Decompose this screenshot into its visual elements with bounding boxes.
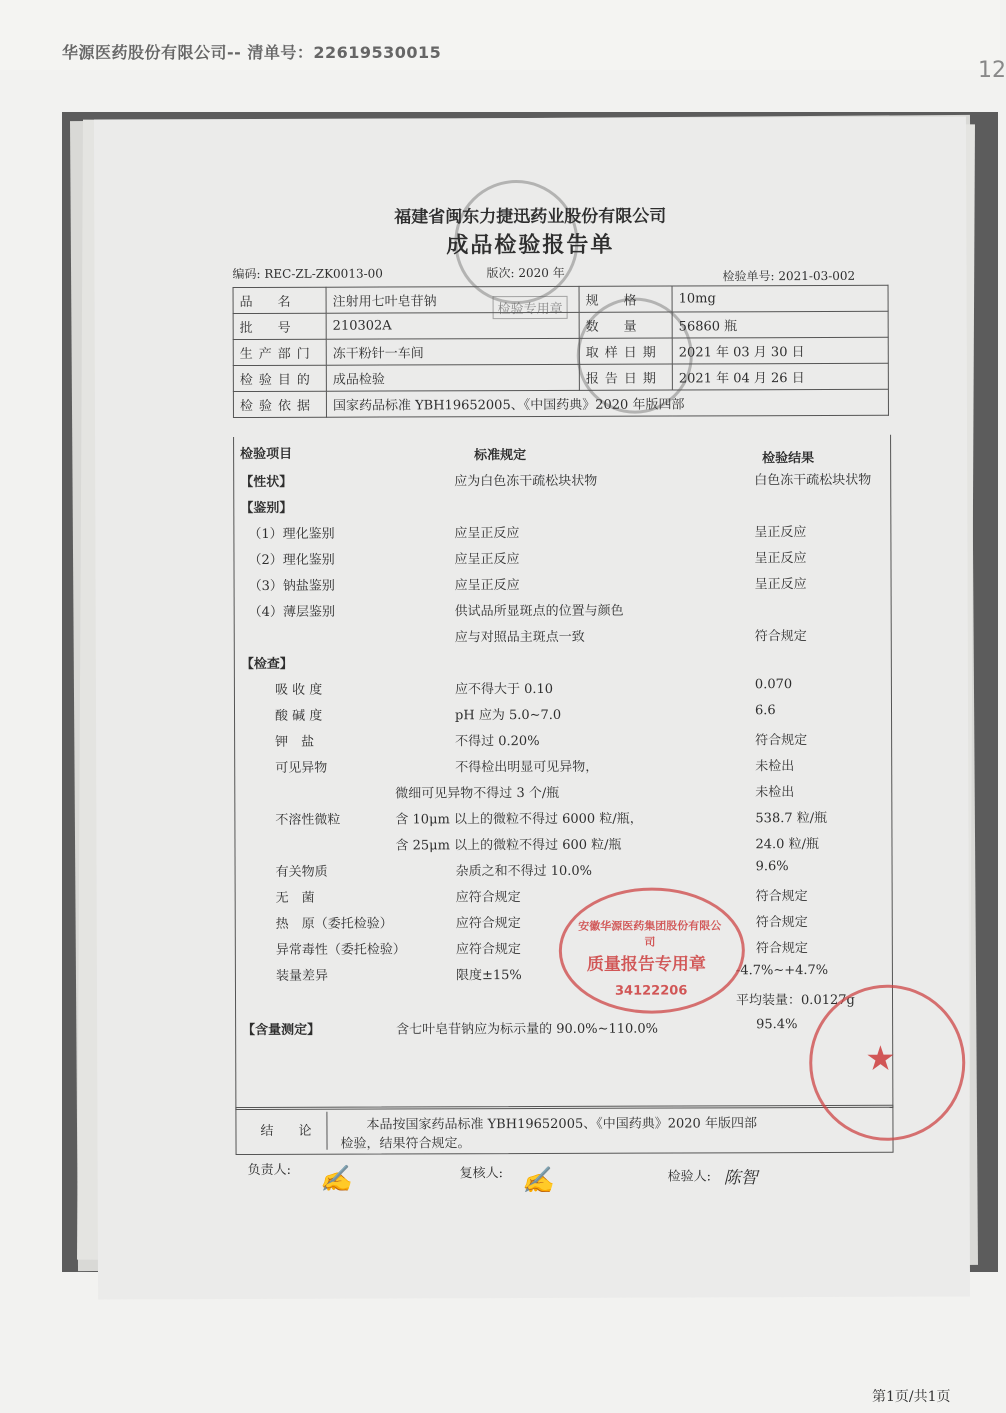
header-row bbox=[233, 389, 888, 417]
row-standard: 应不得大于 0.10 bbox=[454, 681, 554, 698]
top-header-bar bbox=[0, 0, 1006, 83]
seal-star-icon: ★ bbox=[865, 1038, 896, 1079]
row-result: 538.7 粒/瓶 bbox=[755, 810, 828, 827]
row-item: （3）钠盐鉴别 bbox=[248, 578, 335, 594]
field-label: 规 格 bbox=[579, 286, 672, 312]
row-result: 平均装量：0.0127g bbox=[735, 992, 855, 1009]
row-standard: 杂质之和不得过 10.0% bbox=[455, 863, 593, 880]
row-item: （2）理化鉴别 bbox=[248, 552, 335, 568]
row-standard: 应符合规定 bbox=[455, 942, 521, 958]
field-label: 取样日期 bbox=[579, 338, 672, 364]
field-value: 2021 年 03 月 30 日 bbox=[672, 337, 888, 364]
row-result: 符合规定 bbox=[755, 915, 808, 931]
row-standard: 限度±15% bbox=[455, 968, 522, 984]
field-label: 检验目的 bbox=[233, 365, 326, 391]
row-standard: 应呈正反应 bbox=[454, 526, 520, 542]
row-item: 可见异物 bbox=[275, 760, 328, 776]
row-standard: 不得检出明显可见异物， bbox=[455, 759, 599, 776]
conclusion-text-2: 检验，结果符合规定。 bbox=[340, 1136, 471, 1152]
column-header-item: 检验项目 bbox=[240, 446, 293, 463]
report-company-name: 福建省闽东力捷迅药业股份有限公司 bbox=[394, 206, 667, 228]
row-standard: 供试品所显斑点的位置与颜色 bbox=[454, 603, 624, 620]
responsible-label: 负责人: bbox=[247, 1162, 292, 1178]
row-result: 0.070 bbox=[754, 677, 793, 693]
row-result: 95.4% bbox=[756, 1017, 798, 1033]
column-header-result: 检验结果 bbox=[762, 451, 815, 467]
report-code: 编码: REC-ZL-ZK0013-00 bbox=[232, 266, 383, 282]
row-result: 9.6% bbox=[755, 859, 789, 875]
row-result: 符合规定 bbox=[755, 889, 808, 905]
row-standard: 应符合规定 bbox=[455, 890, 521, 906]
corner-page-mark: 12 bbox=[978, 58, 1006, 83]
divider bbox=[326, 1112, 327, 1150]
quality-seal-ring-text: 安徽华源医药集团股份有限公司 bbox=[578, 919, 722, 949]
row-result: 未检出 bbox=[755, 759, 795, 775]
conclusion-label: 结 论 bbox=[260, 1123, 318, 1139]
field-value: 56860 瓶 bbox=[672, 311, 888, 338]
report-title: 成品检验报告单 bbox=[446, 232, 615, 259]
row-item: 【含量测定】 bbox=[242, 1022, 321, 1039]
row-item: 热 原（委托检验） bbox=[275, 916, 393, 932]
document-header-line: 华源医药股份有限公司-- 清单号：22619530015 bbox=[62, 43, 442, 62]
row-result: 符合规定 bbox=[755, 733, 808, 749]
header-row bbox=[233, 337, 888, 365]
row-item: 吸 收 度 bbox=[274, 682, 323, 698]
row-standard: 含 10μm 以上的微粒不得过 6000 粒/瓶， bbox=[395, 811, 643, 828]
row-item: （1）理化鉴别 bbox=[248, 526, 335, 542]
field-value: 注射用七叶皂苷钠 bbox=[326, 286, 579, 313]
field-value: 冻干粉针一车间 bbox=[326, 338, 579, 365]
row-item: 钾 盐 bbox=[275, 734, 315, 750]
page-indicator: 第1页/共1页 bbox=[872, 1389, 951, 1405]
column-header-standard: 标准规定 bbox=[474, 448, 527, 464]
row-item: 异常毒性（委托检验） bbox=[275, 942, 406, 958]
row-result: -4.7%~+4.7% bbox=[735, 962, 829, 979]
row-result: 白色冻干疏松块状物 bbox=[754, 472, 872, 489]
row-item: 有关物质 bbox=[275, 864, 328, 880]
results-table bbox=[233, 435, 893, 1110]
conclusion-box bbox=[235, 1105, 893, 1155]
conclusion-text-1: 本品按国家药品标准 YBH19652005、《中国药典》2020 年版四部 bbox=[366, 1116, 757, 1133]
row-standard: 不得过 0.20% bbox=[455, 733, 540, 750]
field-label: 数 量 bbox=[579, 312, 672, 338]
field-value: 成品检验 bbox=[326, 364, 579, 391]
field-label: 批 号 bbox=[233, 313, 326, 339]
quality-seal-number: 34122206 bbox=[614, 983, 688, 999]
field-label: 检验依据 bbox=[233, 391, 326, 417]
row-standard: 应为白色冻干疏松块状物 bbox=[454, 473, 598, 490]
field-label: 报告日期 bbox=[579, 364, 672, 390]
row-standard: 应与对照品主斑点一致 bbox=[454, 629, 585, 646]
row-item: （4）薄层鉴别 bbox=[248, 604, 335, 620]
row-result: 24.0 粒/瓶 bbox=[755, 836, 819, 853]
responsible-signature: ✍ bbox=[319, 1164, 353, 1195]
row-standard: pH 应为 5.0~7.0 bbox=[455, 707, 562, 724]
field-value: 2021 年 04 月 26 日 bbox=[672, 363, 888, 390]
field-value: 10mg bbox=[672, 285, 888, 312]
row-result: 呈正反应 bbox=[754, 577, 807, 593]
reviewer-label: 复核人: bbox=[459, 1166, 504, 1182]
row-result: 符合规定 bbox=[755, 941, 808, 957]
field-value: 210302A bbox=[326, 312, 579, 339]
row-standard: 含七叶皂苷钠应为标示量的 90.0%~110.0% bbox=[396, 1021, 659, 1038]
field-label: 品 名 bbox=[233, 287, 326, 313]
inspector-signature: 陈智 bbox=[723, 1168, 758, 1189]
row-item: 【检查】 bbox=[240, 656, 293, 673]
row-result: 符合规定 bbox=[754, 629, 807, 645]
reviewer-signature: ✍ bbox=[521, 1165, 555, 1197]
row-item: 不溶性微粒 bbox=[275, 812, 341, 828]
report-version: 版次: 2020 年 bbox=[486, 265, 565, 281]
row-item: 【性状】 bbox=[240, 474, 293, 491]
row-result: 未检出 bbox=[755, 785, 795, 801]
field-value: 国家药品标准 YBH19652005、《中国药典》2020 年版四部 bbox=[326, 389, 888, 417]
field-label: 生产部门 bbox=[233, 339, 326, 365]
row-result: 呈正反应 bbox=[754, 551, 807, 567]
row-result: 呈正反应 bbox=[754, 525, 807, 541]
row-standard: 应呈正反应 bbox=[454, 578, 520, 594]
row-item: 酸 碱 度 bbox=[275, 708, 323, 724]
row-result: 6.6 bbox=[754, 703, 776, 719]
report-number: 检验单号: 2021-03-002 bbox=[722, 268, 856, 284]
row-item: 【鉴别】 bbox=[240, 500, 293, 517]
row-standard: 应符合规定 bbox=[455, 916, 521, 932]
row-item: 装量差异 bbox=[275, 968, 328, 984]
row-standard: 微细可见异物不得过 3 个/瓶 bbox=[395, 785, 560, 802]
quality-seal-center-text: 质量报告专用章 bbox=[586, 954, 706, 975]
row-standard: 应呈正反应 bbox=[454, 552, 520, 568]
header-row bbox=[233, 363, 888, 391]
row-item: 无 菌 bbox=[275, 890, 315, 906]
row-standard: 含 25μm 以上的微粒不得过 600 粒/瓶 bbox=[395, 837, 622, 854]
inspection-stamp: 检验专用章 bbox=[493, 296, 568, 319]
inspection-report-sheet bbox=[94, 116, 970, 1299]
inspector-label: 检验人: bbox=[667, 1169, 712, 1185]
